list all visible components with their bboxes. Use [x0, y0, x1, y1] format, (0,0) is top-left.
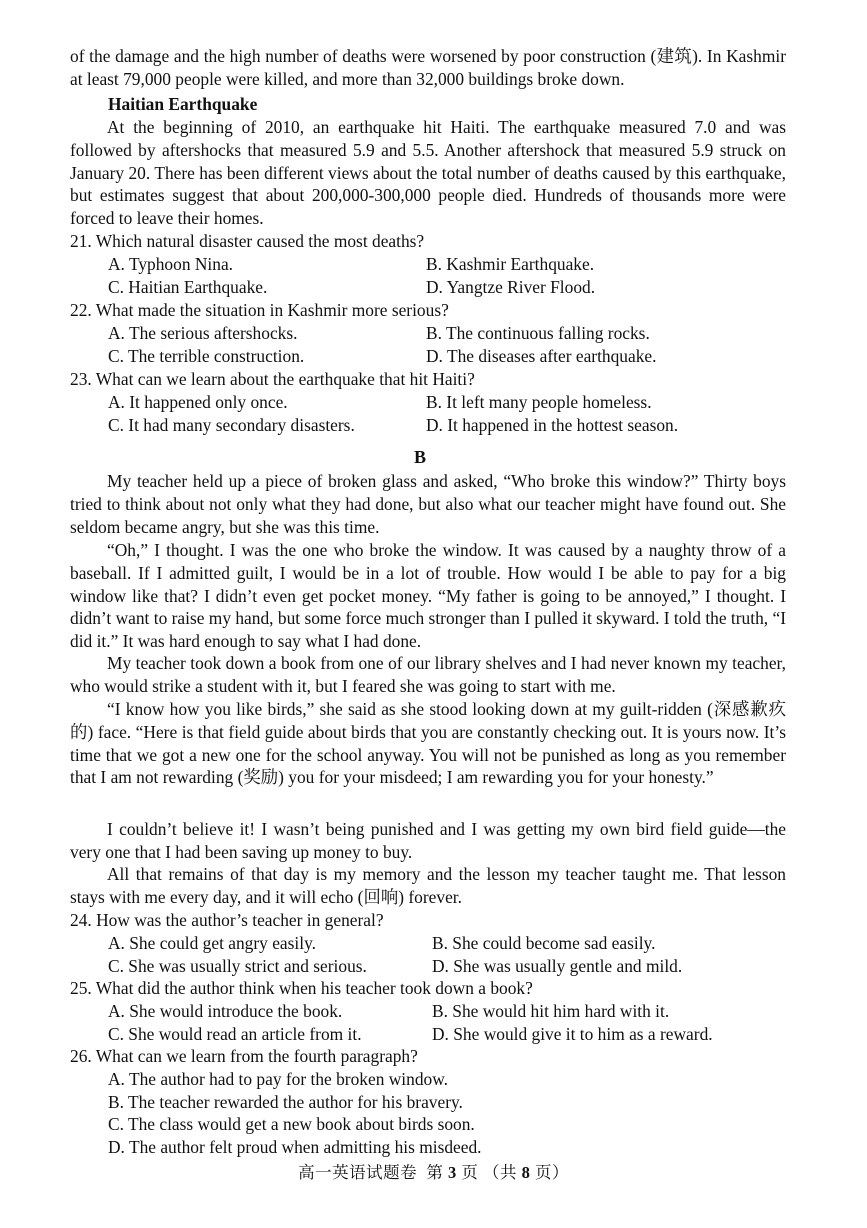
option-d: D. The diseases after earthquake.	[426, 346, 657, 366]
question-stem: 22. What made the situation in Kashmir more serious?	[70, 300, 449, 320]
option-b: B. Kashmir Earthquake.	[426, 254, 595, 274]
option-d: D. The author felt proud when admitting his misdeed.	[108, 1137, 482, 1157]
question-stem: 21. Which natural disaster caused the most deaths?	[70, 231, 425, 251]
option-c: C. It had many secondary disasters.	[108, 415, 355, 435]
option-a: A. It happened only once.	[108, 392, 288, 412]
question-stem: 24. How was the author’s teacher in general?	[70, 910, 384, 930]
page-prefix: 第	[426, 1163, 444, 1182]
option-d: D. She was usually gentle and mild.	[432, 956, 683, 976]
exam-title: 高一英语试题卷	[298, 1163, 418, 1182]
option-b: B. She would hit him hard with it.	[432, 1001, 670, 1021]
option-a: A. She could get angry easily.	[108, 933, 316, 953]
option-c: C. She would read an article from it.	[108, 1024, 362, 1044]
haiti-heading: Haitian Earthquake	[108, 94, 258, 114]
option-d: D. It happened in the hottest season.	[426, 415, 679, 435]
option-b: B. The continuous falling rocks.	[426, 323, 650, 343]
kashmir-paragraph-end: of the damage and the high number of deaths were worsened by poor construction (建筑). In Kashmir at least 79,000 people were killed, and more than 32,000 buildings broke down.	[70, 46, 786, 89]
section-b-label: B	[413, 447, 426, 467]
page-footer	[0, 1162, 867, 1185]
option-a: A. The author had to pay for the broken window.	[108, 1069, 448, 1089]
page-number: 3	[447, 1163, 457, 1182]
question-stem: 23. What can we learn about the earthquake that hit Haiti?	[70, 369, 475, 389]
paragraph-6: All that remains of that day is my memory and the lesson my teacher taught me. That lesson stays with me every day, and it will echo (回响) forever.	[70, 864, 786, 907]
total-suffix: 页）	[534, 1163, 569, 1182]
paragraph-3: My teacher took down a book from one of our library shelves and I had never known my teacher, who would strike a student with it, but I feared she was going to start with me.	[70, 653, 786, 696]
option-d: D. Yangtze River Flood.	[426, 277, 596, 297]
option-c: C. The terrible construction.	[108, 346, 305, 366]
option-b: B. It left many people homeless.	[426, 392, 652, 412]
total-pages: 8	[521, 1163, 531, 1182]
option-a: A. Typhoon Nina.	[108, 254, 234, 274]
option-b: B. She could become sad easily.	[432, 933, 656, 953]
option-b: B. The teacher rewarded the author for his bravery.	[108, 1092, 463, 1112]
question-stem: 25. What did the author think when his teacher took down a book?	[70, 978, 533, 998]
option-c: C. She was usually strict and serious.	[108, 956, 367, 976]
option-c: C. Haitian Earthquake.	[108, 277, 268, 297]
option-c: C. The class would get a new book about birds soon.	[108, 1114, 475, 1134]
option-a: A. She would introduce the book.	[108, 1001, 343, 1021]
option-a: A. The serious aftershocks.	[108, 323, 298, 343]
total-prefix: （共	[482, 1163, 517, 1182]
option-d: D. She would give it to him as a reward.	[432, 1024, 713, 1044]
paragraph-4: “I know how you like birds,” she said as she stood looking down at my guilt-ridden (深感歉疚的) face. “Here is that field guide about birds that you are constantly checking out. It is yours now. It’s time that we got a new one for the school anyway. You will not be punished as long as you remember that I am not rewarding (奖励) you for your misdeed; I am rewarding you for your honesty.”	[70, 699, 786, 788]
paragraph-2: “Oh,” I thought. I was the one who broke the window. It was caused by a naughty throw of a baseball. If I admitted guilt, I would be in a lot of trouble. How would I be able to pay for a big window like that? I didn’t even get pocket money. “My father is going to be annoyed,” I thought. I didn’t want to raise my hand, but some force much stronger than I pulled it skyward. I told the truth, “I did it.” It was hard enough to say what I had done.	[70, 540, 786, 652]
page-suffix: 页	[461, 1163, 479, 1182]
paragraph-1: My teacher held up a piece of broken glass and asked, “Who broke this window?” Thirty boys tried to think about not only what they had done, but also what our teacher might have found out. She seldom became angry, but she was this time.	[70, 471, 786, 537]
question-stem: 26. What can we learn from the fourth paragraph?	[70, 1046, 418, 1066]
haiti-paragraph: At the beginning of 2010, an earthquake hit Haiti. The earthquake measured 7.0 and was followed by aftershocks that measured 5.9 and 5.5. Another aftershock that measured 5.9 struck on January 20. There has been different views about the total number of deaths caused by this earthquake, but estimates suggest that about 200,000-300,000 people died. Hundreds of thousands more were forced to leave their homes.	[70, 117, 786, 229]
paragraph-5: I couldn’t believe it! I wasn’t being punished and I was getting my own bird field guide—the very one that I had been saving up money to buy.	[70, 819, 786, 862]
